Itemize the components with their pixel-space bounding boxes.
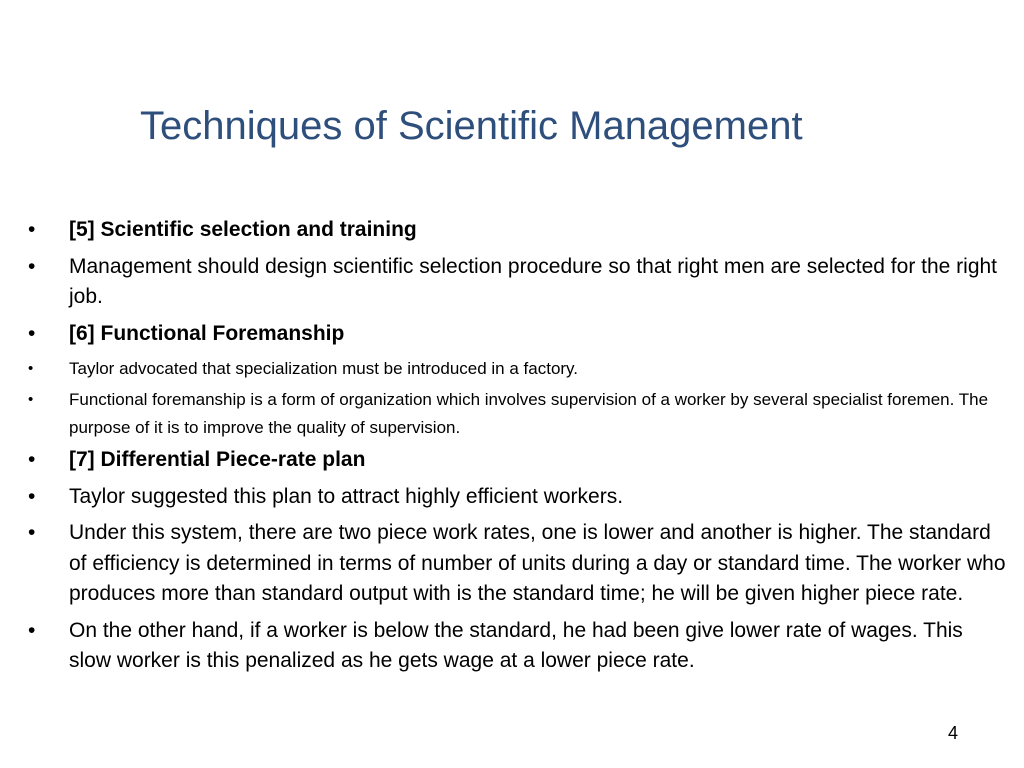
list-item [0,386,1024,442]
section-heading-functional-foremanship: [6] Functional Foremanship [69,321,345,345]
slide-title: Techniques of Scientific Management [140,104,803,148]
bullet-icon: • [28,448,36,471]
list-item [0,616,1024,677]
list-item [0,319,1024,350]
page-number: 4 [948,723,959,743]
bullet-icon: • [28,484,36,508]
list-item [0,355,1024,383]
list-item-text: Under this system, there are two piece work rates, one is lower and another is higher. The standard of efficiency is determined in terms of number of units during a day or standard time. The worker who produces more than standard output with is the standard time; he will be given higher piece rate. [69,521,1006,605]
bullet-icon: • [28,618,36,642]
section-heading-differential-piece-rate: [7] Differential Piece-rate plan [69,448,366,471]
list-item-text: Management should design scientific selection procedure so that right men are selected for the right job. [69,254,998,308]
list-item [0,482,1024,513]
bullet-icon: • [28,360,34,377]
bullet-icon: • [28,521,36,544]
list-item-text: Taylor suggested this plan to attract highly efficient workers. [69,484,624,508]
bullet-icon: • [28,391,34,408]
bullet-list [0,215,1024,683]
bullet-icon: • [28,218,36,241]
bullet-icon: • [28,254,36,278]
list-item [0,215,1024,246]
list-item-text: Taylor advocated that specialization must be introduced in a factory. [69,359,579,378]
bullet-icon: • [28,321,36,345]
section-heading-scientific-selection: [5] Scientific selection and training [69,218,417,241]
list-item-text: Functional foremanship is a form of organization which involves supervision of a worker by several specialist foremen. The purpose of it is to improve the quality of supervision. [69,390,989,437]
list-item [0,252,1024,313]
list-item [0,445,1024,476]
list-item [0,518,1024,610]
list-item-text: On the other hand, if a worker is below the standard, he had been give lower rate of wages. This slow worker is this penalized as he gets wage at a lower piece rate. [69,618,963,672]
